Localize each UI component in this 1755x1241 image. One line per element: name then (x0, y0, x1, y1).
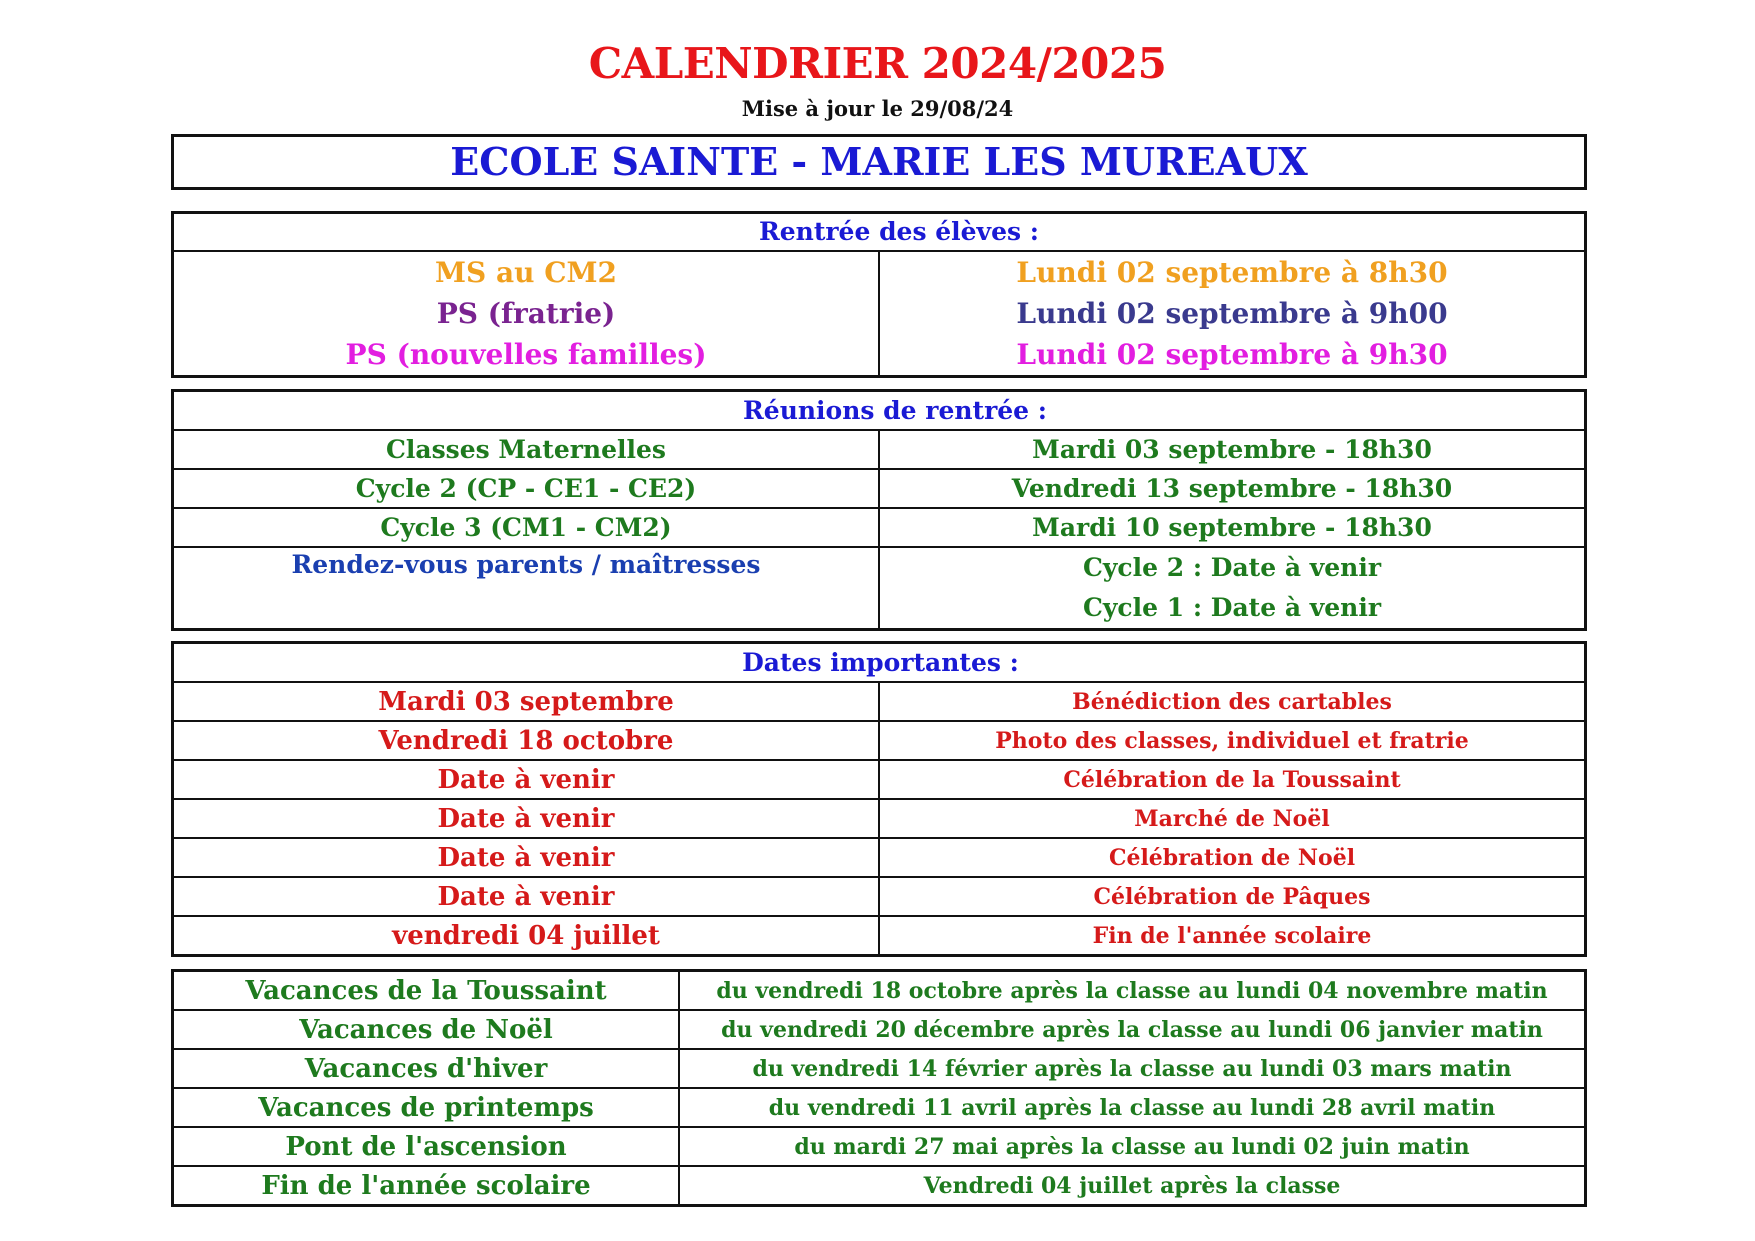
vacances-label: Vacances d'hiver (173, 1049, 680, 1088)
rentree-date: Lundi 02 septembre à 8h30 (1016, 256, 1448, 289)
vacances-label: Vacances de la Toussaint (173, 971, 680, 1011)
reunions-heading: Réunions de rentrée : (173, 391, 1586, 431)
rentree-date: Lundi 02 septembre à 9h30 (1016, 338, 1448, 371)
vacances-period: Vendredi 04 juillet après la classe (679, 1166, 1586, 1206)
page-title: CALENDRIER 2024/2025 (588, 39, 1167, 88)
rentree-group: MS au CM2 (435, 256, 617, 289)
event-date: Mardi 03 septembre (173, 682, 880, 721)
vacances-period: du vendredi 18 octobre après la classe au lundi 04 novembre matin (679, 971, 1586, 1011)
event-date: Vendredi 18 octobre (173, 721, 880, 760)
rdv-label: Rendez-vous parents / maîtresses (173, 547, 880, 630)
reunions-table (171, 389, 1587, 631)
vacances-period: du vendredi 11 avril après la classe au lundi 28 avril matin (679, 1088, 1586, 1127)
rentree-heading: Rentrée des élèves : (173, 213, 1586, 252)
event-date: vendredi 04 juillet (173, 916, 880, 956)
reunion-date: Vendredi 13 septembre - 18h30 (879, 469, 1586, 508)
vacances-table (171, 969, 1587, 1207)
table-row (173, 1166, 1586, 1206)
reunion-label: Classes Maternelles (173, 430, 880, 469)
table-row (173, 469, 1586, 508)
rentree-dates-cell (879, 251, 1586, 377)
table-row (173, 1127, 1586, 1166)
rentree-group: PS (nouvelles familles) (345, 338, 707, 371)
vacances-label: Vacances de Noël (173, 1010, 680, 1049)
event-name: Fin de l'année scolaire (879, 916, 1586, 956)
vacances-label: Vacances de printemps (173, 1088, 680, 1127)
table-row (173, 682, 1586, 721)
update-date: Mise à jour le 29/08/24 (741, 96, 1014, 121)
rentree-date: Lundi 02 septembre à 9h00 (1016, 297, 1448, 330)
table-row (173, 916, 1586, 956)
table-row (173, 1049, 1586, 1088)
table-row (173, 1088, 1586, 1127)
event-date: Date à venir (173, 838, 880, 877)
vacances-label: Pont de l'ascension (173, 1127, 680, 1166)
event-date: Date à venir (173, 760, 880, 799)
reunion-label: Cycle 2 (CP - CE1 - CE2) (173, 469, 880, 508)
table-row (173, 721, 1586, 760)
dates-table (171, 641, 1587, 957)
event-name: Marché de Noël (879, 799, 1586, 838)
rdv-dates-cell (879, 547, 1586, 630)
event-date: Date à venir (173, 877, 880, 916)
table-row (173, 838, 1586, 877)
rentree-table (171, 211, 1587, 378)
event-name: Bénédiction des cartables (879, 682, 1586, 721)
vacances-period: du vendredi 20 décembre après la classe au lundi 06 janvier matin (679, 1010, 1586, 1049)
vacances-period: du vendredi 14 février après la classe au lundi 03 mars matin (679, 1049, 1586, 1088)
dates-heading: Dates importantes : (173, 643, 1586, 683)
event-name: Célébration de Noël (879, 838, 1586, 877)
rdv-line: Cycle 2 : Date à venir (1083, 553, 1381, 582)
table-row (173, 760, 1586, 799)
table-row (173, 1010, 1586, 1049)
table-row (173, 508, 1586, 547)
vacances-period: du mardi 27 mai après la classe au lundi 02 juin matin (679, 1127, 1586, 1166)
event-name: Photo des classes, individuel et fratrie (879, 721, 1586, 760)
event-name: Célébration de la Toussaint (879, 760, 1586, 799)
reunion-date: Mardi 10 septembre - 18h30 (879, 508, 1586, 547)
table-row (173, 547, 1586, 630)
rentree-group: PS (fratrie) (436, 297, 616, 330)
vacances-label: Fin de l'année scolaire (173, 1166, 680, 1206)
table-row (173, 430, 1586, 469)
rdv-line: Cycle 1 : Date à venir (1083, 593, 1381, 622)
event-date: Date à venir (173, 799, 880, 838)
event-name: Célébration de Pâques (879, 877, 1586, 916)
rentree-groups-cell (173, 251, 880, 377)
reunion-date: Mardi 03 septembre - 18h30 (879, 430, 1586, 469)
table-row (173, 799, 1586, 838)
table-row (173, 971, 1586, 1011)
table-row (173, 877, 1586, 916)
school-name: ECOLE SAINTE - MARIE LES MUREAUX (171, 134, 1587, 190)
reunion-label: Cycle 3 (CM1 - CM2) (173, 508, 880, 547)
